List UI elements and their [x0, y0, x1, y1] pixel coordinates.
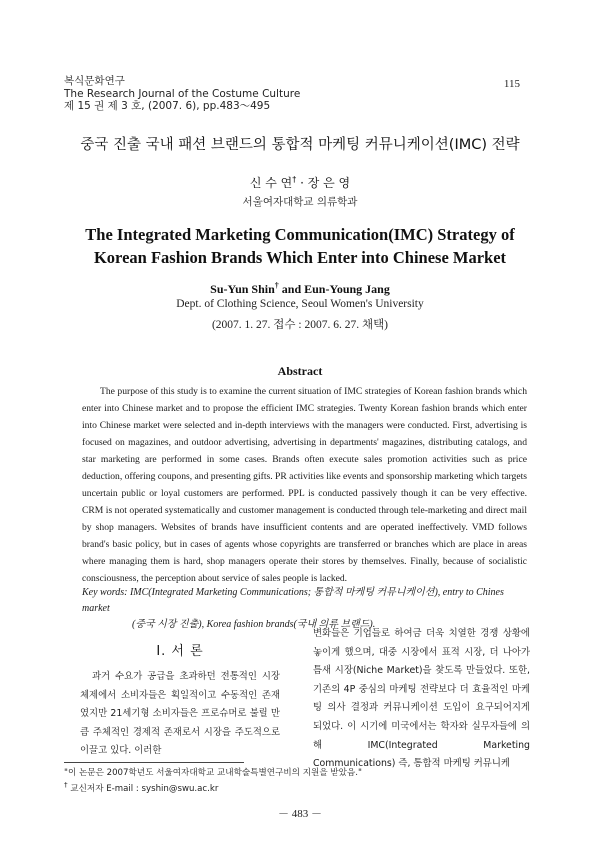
- corresponding-mark: †: [292, 175, 297, 184]
- corresponding-mark-en: †: [274, 281, 279, 290]
- journal-name-en: The Research Journal of the Costume Culture: [64, 87, 301, 100]
- authors-korean: [0, 174, 600, 191]
- page-number-bottom: － 483 －: [278, 808, 322, 820]
- footnote-divider: [64, 762, 244, 763]
- affiliation-english: Dept. of Clothing Science, Seoul Women's University: [176, 298, 424, 310]
- author-1-ko: 신 수 연: [249, 176, 293, 190]
- title-english-line-1: The Integrated Marketing Communication(IMC) Strategy of: [85, 225, 515, 244]
- authors-english: [0, 281, 600, 297]
- abstract-heading: Abstract: [277, 364, 323, 378]
- title-korean: 중국 진출 국내 패션 브랜드의 통합적 마케팅 커뮤니케이션(IMC) 전략: [80, 137, 520, 153]
- title-english: [0, 223, 600, 269]
- body-column-left: [80, 668, 280, 761]
- author-2-ko: · 장 은 영: [296, 176, 351, 190]
- author-1-en: Su-Yun Shin: [210, 282, 275, 296]
- intro-paragraph-right: 변화들은 기업들로 하여금 더욱 치열한 경쟁 상황에 놓이게 했으며, 대중 시장에서 표적 시장, 더 나아가 틈새 시장(Niche Market)을 찾도록 만들었다. 또한, 기존의 4P 중심의 마케팅 전략보다 더 효율적인 마케팅 의사 결정과 커뮤니케이션 도입이 요구되어지게 되었다. 이 시기에 미국에서는 학자와 실무자들에 의해 IMC(Integrated Marketing Communications) 즉, 통합적 마케팅 커뮤니케: [313, 628, 530, 770]
- section-heading-introduction: Ⅰ. 서 론: [156, 644, 204, 659]
- affiliation-korean: 서울여자대학교 의류학과: [242, 196, 358, 208]
- footnote-email: 교신저자 E-mail : syshin@swu.ac.kr: [67, 783, 219, 794]
- intro-paragraph-left: 과거 수요가 공급을 초과하던 전통적인 시장 체제에서 소비자들은 획일적이고 수동적인 존재였지만 21세기형 소비자들은 프로슈머로 불릴 만큼 주체적인 경제적 존재로서 시장을 주도적으로 이끌고 있다. 이러한: [80, 671, 280, 757]
- journal-name-ko: 복식문화연구: [64, 75, 125, 87]
- author-2-en: and Eun-Young Jang: [278, 282, 390, 296]
- abstract-body: The purpose of this study is to examine the current situation of IMC strategies of Korean fashion brands which enter into Chinese market and to propose the efficient IMC strategies. Twenty Korean fashion brands which enter into Chinese market were selected and in-depth interviews with the managers were conducted. First, advertising is focused on magazines, and outdoor advertising, advertising in departments' magazines, distributing catalogs, and star marketing are performed in some cases. Brands often execute sales promotion activities such as price deduction, offering coupons, and presenting gifts. PR activities like events and sponsorship marketing which targets uncertain public or loyal customers are performed. PPL is conducted passively though it can be very effective. CRM is not operated systematically and customer management is conducted through tele-marketing and direct mail by shop managers. Websites of brands have insufficient contents and are operated ineffectively. VMD follows brand's basic policy, but in cases of agents whose copyrights are transferred or branches which are place in areas where managing them is hard, shop managers operate their stores by themselves. Finally, because of socialistic consciousness, the perception about service of sales people is lacked.: [82, 386, 527, 584]
- keywords-line-1: Key words: IMC(Integrated Marketing Communications; 통합적 마케팅 커뮤니케이션), entry to Chines market: [82, 587, 504, 614]
- body-column-right: [313, 625, 530, 774]
- journal-header: [64, 75, 300, 113]
- volume-info: 제 15 권 제 3 호, (2007. 6), pp.483～495: [64, 100, 271, 112]
- keywords-line-2: (중국 시장 진출), Korea fashion brands(국내 의류 브랜드).: [132, 619, 376, 630]
- footnote-corresponding: [64, 779, 362, 795]
- footnotes: [64, 767, 362, 795]
- page-number-top: 115: [503, 78, 520, 90]
- submission-dates: (2007. 1. 27. 접수 : 2007. 6. 27. 채택): [211, 319, 389, 331]
- footnote-funding: "이 논문은 2007학년도 서울여자대학교 교내학술특별연구비의 지원을 받았음.": [64, 768, 362, 778]
- footnote-mark: †: [64, 780, 68, 789]
- title-english-line-2: Korean Fashion Brands Which Enter into Chinese Market: [93, 248, 507, 267]
